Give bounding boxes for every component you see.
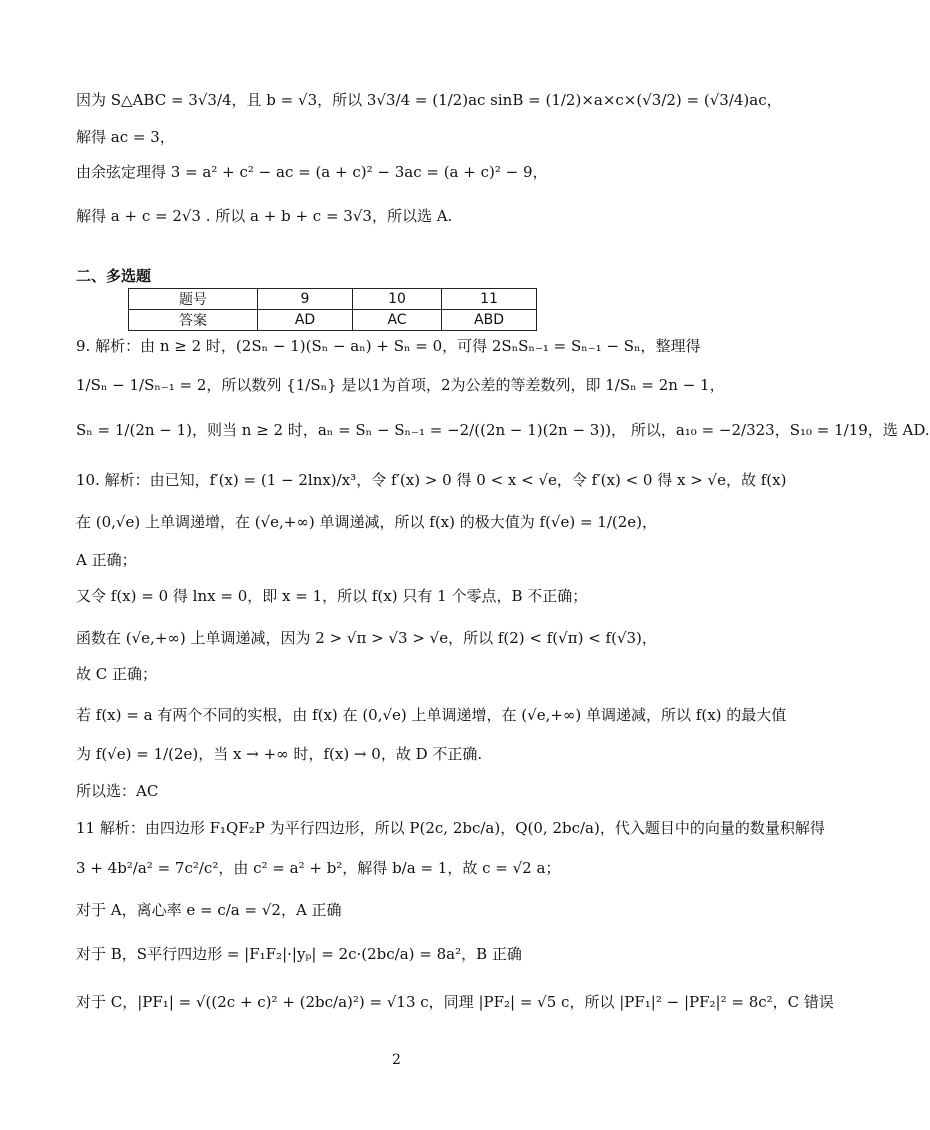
table-row bbox=[129, 310, 537, 331]
text-line: 3 + 4b²/a² = 7c²/c²，由 c² = a² + b²，解得 b/a = 1，故 c = √2 a； bbox=[76, 859, 561, 877]
text-line: 由余弦定理得 3 = a² + c² − ac = (a + c)² − 3ac = (a + c)² − 9， bbox=[76, 163, 548, 181]
text-line: 在 (0,√e) 上单调递增，在 (√e,+∞) 单调递减，所以 f(x) 的极大值为 f(√e) = 1/(2e)， bbox=[76, 513, 658, 531]
text-line: 9. 解析：由 n ≥ 2 时，(2Sₙ − 1)(Sₙ − aₙ) + Sₙ = 0，可得 2SₙSₙ₋₁ = Sₙ₋₁ − Sₙ，整理得 bbox=[76, 337, 701, 355]
text-line: 对于 A，离心率 e = c/a = √2，A 正确 bbox=[76, 901, 342, 919]
text-line: 故 C 正确； bbox=[76, 665, 158, 683]
text-line: 对于 C，|PF₁| = √((2c + c)² + (2bc/a)²) = √13 c，同理 |PF₂| = √5 c，所以 |PF₁|² − |PF₂|² = 8c²，C 错误 bbox=[76, 993, 834, 1011]
table-cell: 11 bbox=[442, 289, 537, 310]
text-line: A 正确； bbox=[76, 551, 137, 569]
text-line: 解得 a + c = 2√3 . 所以 a + b + c = 3√3，所以选 A. bbox=[76, 207, 453, 225]
text-line: 解得 ac = 3， bbox=[76, 128, 175, 146]
table-cell: 10 bbox=[353, 289, 442, 310]
section-title: 二、多选题 bbox=[76, 267, 152, 285]
text-line: 所以选：AC bbox=[76, 782, 159, 800]
text-line: 为 f(√e) = 1/(2e)，当 x → +∞ 时，f(x) → 0，故 D 不正确. bbox=[76, 745, 483, 763]
table-cell: ABD bbox=[442, 310, 537, 331]
table-cell: 9 bbox=[258, 289, 353, 310]
page-number: 2 bbox=[392, 1052, 401, 1068]
text-line: 1/Sₙ − 1/Sₙ₋₁ = 2，所以数列 {1/Sₙ} 是以1为首项，2为公差的等差数列，即 1/Sₙ = 2n − 1， bbox=[76, 376, 725, 394]
text-line: 对于 B，S平行四边形 = |F₁F₂|·|yₚ| = 2c·(2bc/a) = 8a²，B 正确 bbox=[76, 945, 522, 963]
text-line: 10. 解析：由已知，f′(x) = (1 − 2lnx)/x³，令 f′(x) > 0 得 0 < x < √e，令 f′(x) < 0 得 x > √e，故 f(x) bbox=[76, 471, 787, 489]
text-line: 11 解析：由四边形 F₁QF₂P 为平行四边形，所以 P(2c, 2bc/a)，Q(0, 2bc/a)，代入题目中的向量的数量积解得 bbox=[76, 819, 825, 837]
text-line: 因为 S△ABC = 3√3/4，且 b = √3，所以 3√3/4 = (1/2)ac sinB = (1/2)×a×c×(√3/2) = (√3/4)ac， bbox=[76, 91, 782, 109]
table-cell: 题号 bbox=[129, 289, 258, 310]
text-line: 又令 f(x) = 0 得 lnx = 0，即 x = 1，所以 f(x) 只有 1 个零点，B 不正确； bbox=[76, 587, 588, 605]
text-line: 若 f(x) = a 有两个不同的实根，由 f(x) 在 (0,√e) 上单调递增，在 (√e,+∞) 单调递减，所以 f(x) 的最大值 bbox=[76, 706, 787, 724]
table-row bbox=[129, 289, 537, 310]
table-cell: AD bbox=[258, 310, 353, 331]
text-line: Sₙ = 1/(2n − 1)，则当 n ≥ 2 时，aₙ = Sₙ − Sₙ₋₁ = −2/((2n − 1)(2n − 3))， 所以，a₁₀ = −2/323，S₁₀ = 1/19，选 AD. bbox=[76, 421, 930, 439]
table-cell: 答案 bbox=[129, 310, 258, 331]
answer-table bbox=[128, 288, 537, 331]
table-cell: AC bbox=[353, 310, 442, 331]
text-line: 函数在 (√e,+∞) 上单调递减，因为 2 > √π > √3 > √e，所以 f(2) < f(√π) < f(√3)， bbox=[76, 629, 657, 647]
